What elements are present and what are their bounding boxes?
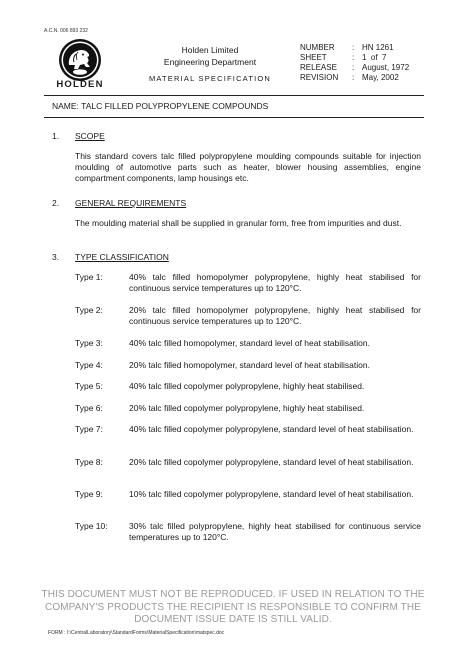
meta-sep: : [352, 53, 355, 62]
company-name [150, 44, 270, 68]
type-description: 10% talc filled copolymer polypropylene, standard level of heat stabilisation. [129, 489, 414, 499]
meta-number [300, 43, 409, 53]
meta-key: REVISION [300, 73, 339, 82]
type-description: 20% talc filled homopolymer polypropylene, highly heat stabilised for continuous service temperatures up to 120°C. [129, 305, 421, 326]
section-title-scope: SCOPE [75, 131, 105, 141]
type-description: 30% talc filled polypropylene, highly heat stabilised for continuous service temperatures up to 120°C. [129, 521, 421, 542]
holden-lion-icon [56, 37, 104, 83]
type-description: 40% talc filled homopolymer polypropylene, highly heat stabilised for continuous service temperatures up to 120°C. [129, 272, 421, 293]
meta-revision [300, 73, 409, 83]
company-line-1: Holden Limited [181, 45, 239, 55]
meta-sep: : [352, 63, 355, 72]
type-label: Type 7: [75, 424, 103, 434]
section-title-types: TYPE CLASSIFICATION [75, 252, 169, 262]
type-description: 40% talc filled homopolymer, standard level of heat stabilisation. [129, 338, 370, 348]
acn-number: A.C.N. 006 893 232 [44, 28, 88, 34]
type-label: Type 6: [75, 403, 103, 413]
type-label: Type 2: [75, 305, 103, 315]
form-path: FORM : I:\CentralLaboratory\StandardForms\MaterialSpecification\matspec.doc [48, 630, 225, 636]
type-description: 20% talc filled homopolymer, standard level of heat stabilisation. [129, 360, 370, 370]
type-label: Type 4: [75, 360, 103, 370]
holden-wordmark: HOLDEN [56, 79, 104, 90]
type-label: Type 9: [75, 489, 103, 499]
section-number: 3. [52, 252, 60, 262]
document-name: NAME: TALC FILLED POLYPROPYLENE COMPOUNDS [52, 101, 269, 111]
section-number: 2. [52, 198, 60, 208]
reproduction-notice: THIS DOCUMENT MUST NOT BE REPRODUCED. IF USED IN RELATION TO THE COMPANY'S PRODUCTS THE RECIPIENT IS RESPONSIBLE TO CONFIRM THE DOCUMENT ISSUE DATE IS STILL VALID. [41, 589, 425, 625]
type-description: 40% talc filled copolymer polypropylene, standard level of heat stabilisation. [129, 424, 414, 434]
meta-key: RELEASE [300, 63, 337, 72]
type-label: Type 1: [75, 272, 103, 282]
general-text: The moulding material shall be supplied in granular form, free from impurities and dust. [75, 218, 402, 228]
type-description: 20% talc filled copolymer polypropylene, highly heat stabilised. [129, 403, 365, 413]
meta-sheet [300, 53, 409, 63]
type-label: Type 10: [75, 521, 108, 531]
document-meta [300, 43, 409, 83]
type-label: Type 5: [75, 381, 103, 391]
meta-release [300, 63, 409, 73]
meta-sep: : [352, 73, 355, 82]
type-label: Type 3: [75, 338, 103, 348]
meta-value: August, 1972 [362, 63, 410, 72]
meta-key: NUMBER [300, 43, 335, 52]
document-type: MATERIAL SPECIFICATION [148, 74, 272, 83]
section-title-general: GENERAL REQUIREMENTS [75, 198, 187, 208]
type-description: 20% talc filled copolymer polypropylene, standard level of heat stabilisation. [129, 457, 414, 467]
company-line-2: Engineering Department [163, 57, 257, 67]
type-description: 40% talc filled copolymer polypropylene, highly heat stabilised. [129, 381, 365, 391]
scope-text: This standard covers talc filled polypropylene moulding compounds suitable for injection moulding of automotive parts such as heater, blower housing assemblies, engine compartment components, lamp housings etc. [75, 151, 421, 183]
meta-sep: : [352, 43, 355, 52]
type-label: Type 8: [75, 457, 103, 467]
section-number: 1. [52, 131, 60, 141]
header-divider [44, 95, 424, 96]
name-divider [44, 117, 424, 118]
meta-value: 1 of 7 [362, 53, 387, 62]
meta-value: HN 1261 [362, 43, 394, 52]
meta-key: SHEET [300, 53, 327, 62]
meta-value: May, 2002 [362, 73, 399, 82]
